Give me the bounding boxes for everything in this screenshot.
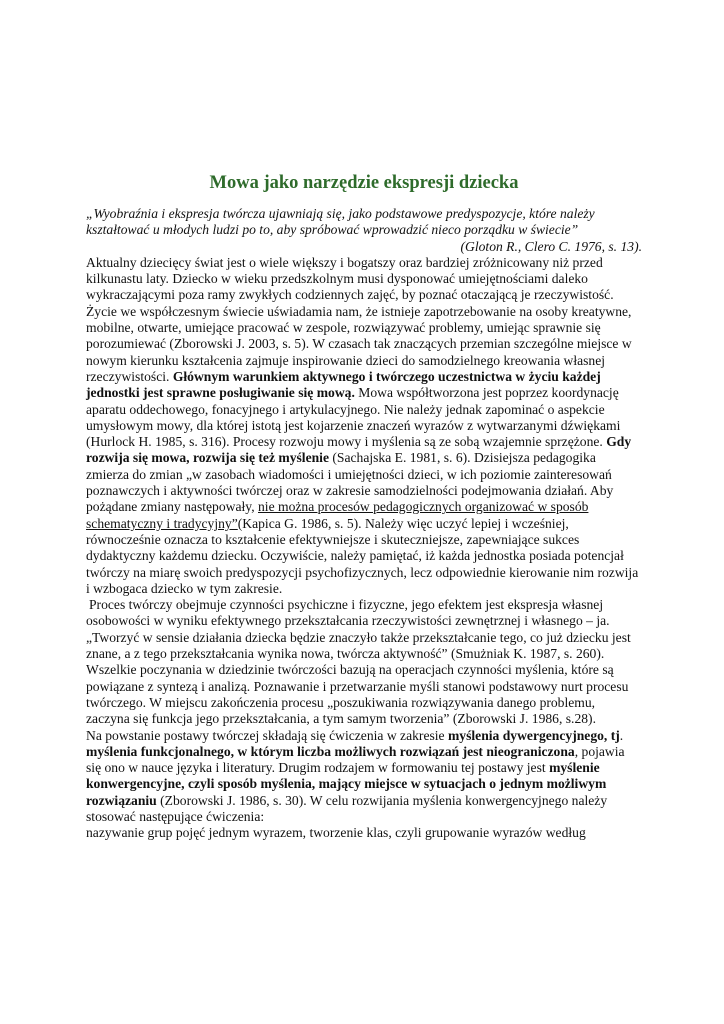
paragraph-3-bold-1: myślenia dywergencyjnego, tj (447, 727, 620, 743)
paragraph-3-bold-2: myślenia funkcjonalnego, w którym liczba możliwych rozwiązań jest nieograniczona (86, 743, 575, 759)
paragraph-3-text-4: (Zborowski J. 1986, s. 30). W celu rozwijania myślenia konwergencyjnego należy stosować następujące ćwiczenia: (86, 792, 608, 824)
paragraph-1-text-1: Aktualny dziecięcy świat jest o wiele większy i bogatszy oraz bardziej zróżnicowany niż przed kilkunastu laty. Dziecko w wieku przedszkolnym musi dysponować umiejętnościami daleko wykraczającymi poza ramy zwykłych codziennych zajęć, by poznać otaczającą je rzeczywistość. Życie we współczesnym świecie uświadamia nam, że istnieje zapotrzebowanie na osoby kreatywne, mobilne, otwarte, umiejące pracować w zespole, rozwiązywać problemy, umiejąc sprawnie się porozumiewać (Zborowski J. 2003, s. 5). W czasach tak znaczących przemian szczególne miejsce w nowym kierunku kształcenia zajmuje inspirowanie dzieci do samodzielnego kreowania własnej rzeczywistości. (86, 254, 632, 384)
paragraph-3-text-1: Na powstanie postawy twórczej składają się ćwiczenia w zakresie (86, 727, 448, 743)
paragraph-3-text-3: , pojawia się ono w nauce języka i literatury. Drugim rodzajem w formowaniu tej postawy jest (86, 743, 625, 776)
paragraph-1-text-2: Mowa współtworzona jest poprzez koordynację aparatu oddechowego, fonacyjnego i artykulacyjnego. Nie należy jednak zapominać o aspekcie umysłowym mowy, dla której istotą jest kojarzenie znaczeń wyrazów z wytwarzanymi dźwiękami (Hurlock H. 1985, s. 316). Procesy rozwoju mowy i myślenia są ze sobą wzajemnie sprzężone. (86, 385, 621, 450)
epigraph-source: (Gloton R., Clero C. 1976, s. 13). (460, 238, 642, 254)
document-title: Mowa jako narzędzie ekspresji dziecka (209, 173, 519, 193)
paragraph-4: nazywanie grup pojęć jednym wyrazem, tworzenie klas, czyli grupowanie wyrazów według (86, 825, 586, 841)
paragraph-1-underlined-quote: nie można procesów pedagogicznych organizować w sposób schematyczny i tradycyjny” (86, 499, 589, 531)
paragraph-3-bold-3: myślenie konwergencyjne, czyli sposób myślenia, mający miejsce w sytuacjach o jednym możliwym rozwiązaniu (86, 760, 607, 808)
paragraph-1-text-3: (Sachajska E. 1981, s. 6). Dzisiejsza pedagogika zmierza do zmian „w zasobach wiadomości i umiejętności dzieci, w ich poziomie zainteresowań poznawczych i aktywności twórczej oraz w zakresie samodzielności podejmowania działań. Aby pożądane zmiany następowały, (86, 450, 614, 515)
paragraph-3-text-2: . (619, 727, 624, 743)
document-page (86, 172, 642, 842)
paragraph-1-bold-1: Głównym warunkiem aktywnego i twórczego uczestnictwa w życiu każdej jednostki jest sprawne posługiwanie się mową. (86, 368, 601, 401)
paragraph-1-text-4: (Kapica G. 1986, s. 5). Należy więc uczyć lepiej i wcześniej, równocześnie oznacza to kształcenie efektywniejsze i skuteczniejsze, zapewniające sukces dydaktyczny każdemu dziecku. Oczywiście, należy pamiętać, iż każda jednostka posiada potencjał twórczy na miarę swoich predyspozycji psychofizycznych, lecz odpowiednie kierowanie nim rozwija i wzbogaca dziecko w tym zakresie. (86, 515, 639, 596)
paragraph-3 (86, 728, 642, 826)
paragraph-1-bold-2: Gdy rozwija się mowa, rozwija się też myślenie (86, 434, 632, 466)
paragraph-2: Proces twórczy obejmuje czynności psychiczne i fizyczne, jego efektem jest ekspresja własnej osobowości w wyniku efektywnego przekształcania rzeczywistości zewnętrznej i własnego – ja. „Tworzyć w sensie działania dziecka będzie znaczyło także przekształcanie tego, co już dziecku jest znane, a z tego przekształcania wynika nowa, twórcza aktywność” (Smużniak K. 1987, s. 260). Wszelkie poczynania w dziedzinie twórczości bazują na operacjach czynności myślenia, które są powiązane z syntezą i analizą. Poznawanie i przetwarzanie myśli stanowi podstawowy nurt procesu twórczego. W miejscu zakończenia procesu „poszukiwania rozwiązywania danego problemu, zaczyna się funkcja jego przekształcania, a tym samym tworzenia” (Zborowski J. 1986, s.28). (86, 597, 631, 727)
paragraph-1 (86, 255, 642, 597)
epigraph-quote: „Wyobraźnia i ekspresja twórcza ujawniają się, jako podstawowe predyspozycje, które należy kształtować u młodych ludzi po to, aby spróbować wprowadzić nieco porządku w świecie” (86, 206, 595, 238)
